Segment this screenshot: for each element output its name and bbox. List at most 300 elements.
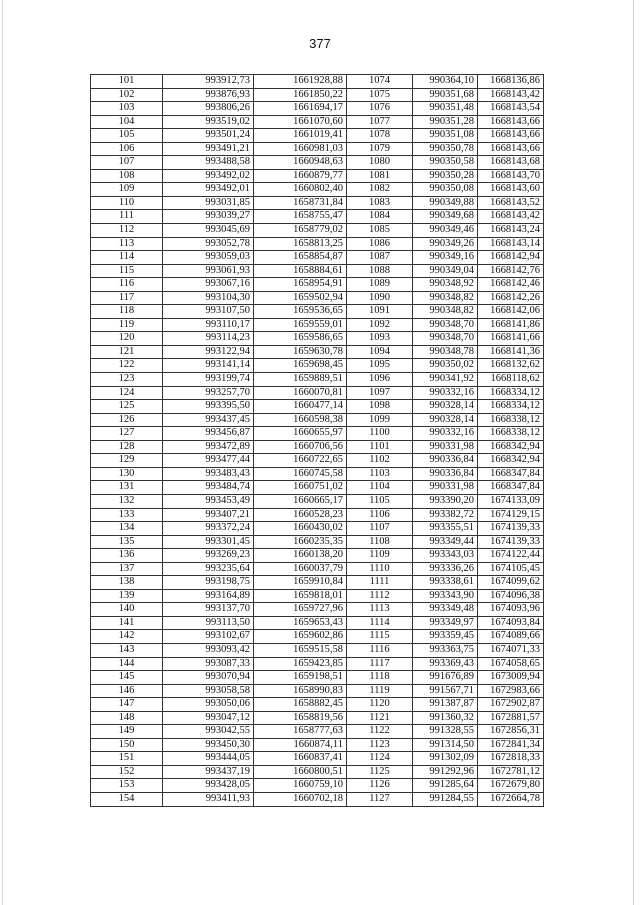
y-coordinate-left-cell: 1660528,23: [254, 508, 347, 522]
point-number-left-cell: 103: [91, 102, 163, 116]
y-coordinate-right-cell: 1674129,15: [478, 508, 544, 522]
y-coordinate-right-cell: 1668142,06: [478, 305, 544, 319]
table-row: [91, 264, 544, 278]
x-coordinate-right-cell: 990332,16: [413, 427, 478, 441]
y-coordinate-left-cell: 1660800,51: [254, 765, 347, 779]
y-coordinate-right-cell: 1668334,12: [478, 400, 544, 414]
x-coordinate-left-cell: 993087,33: [163, 657, 254, 671]
y-coordinate-left-cell: 1659423,85: [254, 657, 347, 671]
point-number-left-cell: 110: [91, 196, 163, 210]
y-coordinate-left-cell: 1658854,87: [254, 251, 347, 265]
point-number-left-cell: 127: [91, 427, 163, 441]
point-number-right-cell: 1075: [347, 88, 413, 102]
table-row: [91, 102, 544, 116]
table-row: [91, 576, 544, 590]
y-coordinate-right-cell: 1668334,12: [478, 386, 544, 400]
x-coordinate-left-cell: 993122,94: [163, 345, 254, 359]
table-row: [91, 251, 544, 265]
x-coordinate-right-cell: 990348,92: [413, 278, 478, 292]
x-coordinate-right-cell: 990336,84: [413, 454, 478, 468]
y-coordinate-left-cell: 1659602,86: [254, 630, 347, 644]
table-row: [91, 88, 544, 102]
x-coordinate-left-cell: 993141,14: [163, 359, 254, 373]
point-number-left-cell: 101: [91, 75, 163, 89]
point-number-left-cell: 105: [91, 129, 163, 143]
y-coordinate-left-cell: 1660981,03: [254, 142, 347, 156]
page-number: 377: [309, 36, 331, 51]
x-coordinate-left-cell: 993039,27: [163, 210, 254, 224]
point-number-left-cell: 132: [91, 494, 163, 508]
x-coordinate-left-cell: 993102,67: [163, 630, 254, 644]
x-coordinate-right-cell: 990331,98: [413, 440, 478, 454]
y-coordinate-left-cell: 1659536,65: [254, 305, 347, 319]
point-number-left-cell: 106: [91, 142, 163, 156]
y-coordinate-left-cell: 1660430,02: [254, 522, 347, 536]
y-coordinate-right-cell: 1672902,87: [478, 698, 544, 712]
point-number-left-cell: 104: [91, 115, 163, 129]
x-coordinate-right-cell: 990328,14: [413, 413, 478, 427]
x-coordinate-right-cell: 990348,70: [413, 332, 478, 346]
x-coordinate-right-cell: 990351,08: [413, 129, 478, 143]
table-row: [91, 156, 544, 170]
point-number-right-cell: 1118: [347, 671, 413, 685]
y-coordinate-left-cell: 1658777,63: [254, 725, 347, 739]
x-coordinate-right-cell: 990349,88: [413, 196, 478, 210]
y-coordinate-left-cell: 1659198,51: [254, 671, 347, 685]
table-row: [91, 792, 544, 806]
y-coordinate-right-cell: 1668143,42: [478, 88, 544, 102]
table-row: [91, 373, 544, 387]
point-number-left-cell: 151: [91, 752, 163, 766]
point-number-right-cell: 1076: [347, 102, 413, 116]
point-number-left-cell: 123: [91, 373, 163, 387]
table-row: [91, 169, 544, 183]
x-coordinate-right-cell: 990349,46: [413, 224, 478, 238]
table-row: [91, 400, 544, 414]
point-number-right-cell: 1088: [347, 264, 413, 278]
x-coordinate-left-cell: 993450,30: [163, 738, 254, 752]
y-coordinate-left-cell: 1660874,11: [254, 738, 347, 752]
y-coordinate-left-cell: 1660879,77: [254, 169, 347, 183]
y-coordinate-right-cell: 1668143,24: [478, 224, 544, 238]
point-number-right-cell: 1106: [347, 508, 413, 522]
y-coordinate-right-cell: 1674139,33: [478, 535, 544, 549]
y-coordinate-left-cell: 1660702,18: [254, 792, 347, 806]
x-coordinate-right-cell: 990350,58: [413, 156, 478, 170]
point-number-right-cell: 1094: [347, 345, 413, 359]
y-coordinate-right-cell: 1672679,80: [478, 779, 544, 793]
point-number-right-cell: 1074: [347, 75, 413, 89]
x-coordinate-right-cell: 993343,03: [413, 549, 478, 563]
y-coordinate-right-cell: 1668143,66: [478, 142, 544, 156]
y-coordinate-left-cell: 1661070,60: [254, 115, 347, 129]
y-coordinate-right-cell: 1673009,94: [478, 671, 544, 685]
x-coordinate-right-cell: 993343,90: [413, 589, 478, 603]
x-coordinate-left-cell: 993052,78: [163, 237, 254, 251]
y-coordinate-right-cell: 1672881,57: [478, 711, 544, 725]
x-coordinate-right-cell: 991360,32: [413, 711, 478, 725]
x-coordinate-left-cell: 993484,74: [163, 481, 254, 495]
table-row: [91, 765, 544, 779]
x-coordinate-left-cell: 993061,93: [163, 264, 254, 278]
y-coordinate-left-cell: 1658819,56: [254, 711, 347, 725]
table-row: [91, 427, 544, 441]
point-number-right-cell: 1085: [347, 224, 413, 238]
y-coordinate-right-cell: 1672856,31: [478, 725, 544, 739]
y-coordinate-left-cell: 1659502,94: [254, 291, 347, 305]
point-number-right-cell: 1101: [347, 440, 413, 454]
point-number-right-cell: 1120: [347, 698, 413, 712]
point-number-right-cell: 1111: [347, 576, 413, 590]
y-coordinate-right-cell: 1674139,33: [478, 522, 544, 536]
y-coordinate-left-cell: 1660745,58: [254, 467, 347, 481]
x-coordinate-left-cell: 993477,44: [163, 454, 254, 468]
x-coordinate-right-cell: 991284,55: [413, 792, 478, 806]
point-number-right-cell: 1126: [347, 779, 413, 793]
table-row: [91, 508, 544, 522]
y-coordinate-right-cell: 1674133,09: [478, 494, 544, 508]
point-number-left-cell: 140: [91, 603, 163, 617]
y-coordinate-right-cell: 1672841,34: [478, 738, 544, 752]
x-coordinate-left-cell: 993137,70: [163, 603, 254, 617]
y-coordinate-left-cell: 1660655,97: [254, 427, 347, 441]
table-row: [91, 589, 544, 603]
x-coordinate-left-cell: 993045,69: [163, 224, 254, 238]
point-number-left-cell: 154: [91, 792, 163, 806]
y-coordinate-right-cell: 1672781,12: [478, 765, 544, 779]
y-coordinate-right-cell: 1668143,54: [478, 102, 544, 116]
x-coordinate-right-cell: 990349,26: [413, 237, 478, 251]
x-coordinate-right-cell: 993336,26: [413, 562, 478, 576]
point-number-right-cell: 1119: [347, 684, 413, 698]
y-coordinate-right-cell: 1668342,94: [478, 440, 544, 454]
point-number-right-cell: 1077: [347, 115, 413, 129]
y-coordinate-left-cell: 1660037,79: [254, 562, 347, 576]
x-coordinate-right-cell: 991387,87: [413, 698, 478, 712]
x-coordinate-left-cell: 993269,23: [163, 549, 254, 563]
y-coordinate-left-cell: 1660665,17: [254, 494, 347, 508]
x-coordinate-left-cell: 993104,30: [163, 291, 254, 305]
y-coordinate-right-cell: 1668141,36: [478, 345, 544, 359]
x-coordinate-left-cell: 993107,50: [163, 305, 254, 319]
x-coordinate-right-cell: 993338,61: [413, 576, 478, 590]
table-row: [91, 671, 544, 685]
x-coordinate-left-cell: 993501,24: [163, 129, 254, 143]
x-coordinate-left-cell: 993491,21: [163, 142, 254, 156]
point-number-right-cell: 1087: [347, 251, 413, 265]
x-coordinate-right-cell: 991285,64: [413, 779, 478, 793]
x-coordinate-left-cell: 993050,06: [163, 698, 254, 712]
x-coordinate-left-cell: 993876,93: [163, 88, 254, 102]
y-coordinate-right-cell: 1668143,68: [478, 156, 544, 170]
y-coordinate-left-cell: 1660070,81: [254, 386, 347, 400]
point-number-left-cell: 150: [91, 738, 163, 752]
point-number-right-cell: 1082: [347, 183, 413, 197]
point-number-left-cell: 135: [91, 535, 163, 549]
table-row: [91, 224, 544, 238]
point-number-left-cell: 126: [91, 413, 163, 427]
y-coordinate-left-cell: 1661928,88: [254, 75, 347, 89]
y-coordinate-left-cell: 1660235,35: [254, 535, 347, 549]
y-coordinate-right-cell: 1668347,84: [478, 467, 544, 481]
table-row: [91, 549, 544, 563]
x-coordinate-left-cell: 993411,93: [163, 792, 254, 806]
x-coordinate-left-cell: 993519,02: [163, 115, 254, 129]
x-coordinate-right-cell: 990350,28: [413, 169, 478, 183]
point-number-left-cell: 121: [91, 345, 163, 359]
x-coordinate-right-cell: 990341,92: [413, 373, 478, 387]
x-coordinate-right-cell: 990328,14: [413, 400, 478, 414]
point-number-left-cell: 109: [91, 183, 163, 197]
point-number-right-cell: 1086: [347, 237, 413, 251]
x-coordinate-right-cell: 993355,51: [413, 522, 478, 536]
point-number-left-cell: 102: [91, 88, 163, 102]
y-coordinate-right-cell: 1672664,78: [478, 792, 544, 806]
x-coordinate-right-cell: 990350,08: [413, 183, 478, 197]
point-number-left-cell: 133: [91, 508, 163, 522]
x-coordinate-left-cell: 993483,43: [163, 467, 254, 481]
y-coordinate-left-cell: 1658731,84: [254, 196, 347, 210]
x-coordinate-right-cell: 990350,78: [413, 142, 478, 156]
page-edge-right: [633, 0, 634, 905]
point-number-right-cell: 1105: [347, 494, 413, 508]
table-row: [91, 345, 544, 359]
y-coordinate-right-cell: 1668338,12: [478, 413, 544, 427]
table-row: [91, 454, 544, 468]
x-coordinate-left-cell: 993047,12: [163, 711, 254, 725]
point-number-left-cell: 117: [91, 291, 163, 305]
table-row: [91, 115, 544, 129]
table-row: [91, 738, 544, 752]
table-row: [91, 237, 544, 251]
y-coordinate-left-cell: 1660477,14: [254, 400, 347, 414]
point-number-right-cell: 1102: [347, 454, 413, 468]
x-coordinate-right-cell: 993349,97: [413, 616, 478, 630]
x-coordinate-right-cell: 990336,84: [413, 467, 478, 481]
y-coordinate-left-cell: 1660722,65: [254, 454, 347, 468]
y-coordinate-right-cell: 1668142,46: [478, 278, 544, 292]
x-coordinate-left-cell: 993067,16: [163, 278, 254, 292]
x-coordinate-left-cell: 993257,70: [163, 386, 254, 400]
point-number-left-cell: 116: [91, 278, 163, 292]
x-coordinate-left-cell: 993444,05: [163, 752, 254, 766]
table-row: [91, 711, 544, 725]
table-row: [91, 332, 544, 346]
y-coordinate-right-cell: 1668143,42: [478, 210, 544, 224]
point-number-right-cell: 1092: [347, 318, 413, 332]
x-coordinate-right-cell: 993390,20: [413, 494, 478, 508]
x-coordinate-left-cell: 993301,45: [163, 535, 254, 549]
point-number-right-cell: 1125: [347, 765, 413, 779]
point-number-left-cell: 130: [91, 467, 163, 481]
point-number-right-cell: 1107: [347, 522, 413, 536]
x-coordinate-left-cell: 993059,03: [163, 251, 254, 265]
y-coordinate-left-cell: 1659559,01: [254, 318, 347, 332]
x-coordinate-left-cell: 993453,49: [163, 494, 254, 508]
x-coordinate-right-cell: 990351,28: [413, 115, 478, 129]
point-number-right-cell: 1103: [347, 467, 413, 481]
y-coordinate-right-cell: 1668141,66: [478, 332, 544, 346]
x-coordinate-right-cell: 990349,68: [413, 210, 478, 224]
point-number-left-cell: 134: [91, 522, 163, 536]
point-number-right-cell: 1089: [347, 278, 413, 292]
table-row: [91, 630, 544, 644]
point-number-left-cell: 153: [91, 779, 163, 793]
y-coordinate-left-cell: 1659727,96: [254, 603, 347, 617]
point-number-left-cell: 143: [91, 643, 163, 657]
point-number-left-cell: 136: [91, 549, 163, 563]
y-coordinate-left-cell: 1660759,10: [254, 779, 347, 793]
page-edge-left: [2, 0, 3, 905]
point-number-left-cell: 119: [91, 318, 163, 332]
point-number-right-cell: 1081: [347, 169, 413, 183]
x-coordinate-left-cell: 993428,05: [163, 779, 254, 793]
x-coordinate-right-cell: 990364,10: [413, 75, 478, 89]
point-number-left-cell: 147: [91, 698, 163, 712]
x-coordinate-right-cell: 991328,55: [413, 725, 478, 739]
point-number-left-cell: 152: [91, 765, 163, 779]
point-number-right-cell: 1127: [347, 792, 413, 806]
x-coordinate-left-cell: 993031,85: [163, 196, 254, 210]
table-row: [91, 643, 544, 657]
y-coordinate-right-cell: 1668143,66: [478, 115, 544, 129]
x-coordinate-right-cell: 991292,96: [413, 765, 478, 779]
point-number-right-cell: 1093: [347, 332, 413, 346]
y-coordinate-right-cell: 1672818,33: [478, 752, 544, 766]
table-row: [91, 359, 544, 373]
table-row: [91, 305, 544, 319]
point-number-left-cell: 148: [91, 711, 163, 725]
x-coordinate-left-cell: 993235,64: [163, 562, 254, 576]
table-row: [91, 535, 544, 549]
x-coordinate-right-cell: 990349,04: [413, 264, 478, 278]
y-coordinate-left-cell: 1660802,40: [254, 183, 347, 197]
x-coordinate-right-cell: 990351,48: [413, 102, 478, 116]
point-number-right-cell: 1083: [347, 196, 413, 210]
y-coordinate-right-cell: 1674071,33: [478, 643, 544, 657]
point-number-right-cell: 1079: [347, 142, 413, 156]
x-coordinate-left-cell: 993456,87: [163, 427, 254, 441]
x-coordinate-left-cell: 993114,23: [163, 332, 254, 346]
y-coordinate-right-cell: 1674093,84: [478, 616, 544, 630]
y-coordinate-left-cell: 1659586,65: [254, 332, 347, 346]
point-number-left-cell: 124: [91, 386, 163, 400]
table-row: [91, 779, 544, 793]
x-coordinate-left-cell: 993407,21: [163, 508, 254, 522]
y-coordinate-left-cell: 1658813,25: [254, 237, 347, 251]
point-number-right-cell: 1117: [347, 657, 413, 671]
x-coordinate-right-cell: 990332,16: [413, 386, 478, 400]
y-coordinate-left-cell: 1660837,41: [254, 752, 347, 766]
point-number-right-cell: 1097: [347, 386, 413, 400]
y-coordinate-left-cell: 1658884,61: [254, 264, 347, 278]
y-coordinate-right-cell: 1672983,66: [478, 684, 544, 698]
x-coordinate-left-cell: 993042,55: [163, 725, 254, 739]
table-row: [91, 210, 544, 224]
point-number-left-cell: 137: [91, 562, 163, 576]
point-number-left-cell: 129: [91, 454, 163, 468]
x-coordinate-right-cell: 991676,89: [413, 671, 478, 685]
point-number-right-cell: 1095: [347, 359, 413, 373]
y-coordinate-right-cell: 1668143,66: [478, 129, 544, 143]
table-row: [91, 318, 544, 332]
x-coordinate-right-cell: 990350,02: [413, 359, 478, 373]
x-coordinate-right-cell: 991567,71: [413, 684, 478, 698]
table-row: [91, 183, 544, 197]
table-row: [91, 440, 544, 454]
y-coordinate-left-cell: 1661850,22: [254, 88, 347, 102]
coordinates-table: [90, 74, 544, 807]
y-coordinate-left-cell: 1658954,91: [254, 278, 347, 292]
point-number-left-cell: 146: [91, 684, 163, 698]
x-coordinate-right-cell: 990349,16: [413, 251, 478, 265]
table-row: [91, 75, 544, 89]
y-coordinate-right-cell: 1674105,45: [478, 562, 544, 576]
x-coordinate-left-cell: 993199,74: [163, 373, 254, 387]
x-coordinate-left-cell: 993488,58: [163, 156, 254, 170]
y-coordinate-right-cell: 1674089,66: [478, 630, 544, 644]
y-coordinate-right-cell: 1668142,94: [478, 251, 544, 265]
x-coordinate-right-cell: 993349,44: [413, 535, 478, 549]
point-number-left-cell: 149: [91, 725, 163, 739]
table-row: [91, 494, 544, 508]
x-coordinate-right-cell: 993359,45: [413, 630, 478, 644]
y-coordinate-left-cell: 1660751,02: [254, 481, 347, 495]
y-coordinate-right-cell: 1668142,76: [478, 264, 544, 278]
y-coordinate-right-cell: 1668136,86: [478, 75, 544, 89]
point-number-left-cell: 114: [91, 251, 163, 265]
table-row: [91, 196, 544, 210]
x-coordinate-left-cell: 993806,26: [163, 102, 254, 116]
point-number-left-cell: 118: [91, 305, 163, 319]
x-coordinate-left-cell: 993437,45: [163, 413, 254, 427]
point-number-left-cell: 107: [91, 156, 163, 170]
point-number-right-cell: 1109: [347, 549, 413, 563]
y-coordinate-right-cell: 1668143,14: [478, 237, 544, 251]
y-coordinate-right-cell: 1674099,62: [478, 576, 544, 590]
point-number-right-cell: 1100: [347, 427, 413, 441]
point-number-right-cell: 1096: [347, 373, 413, 387]
point-number-right-cell: 1098: [347, 400, 413, 414]
table-row: [91, 142, 544, 156]
point-number-right-cell: 1110: [347, 562, 413, 576]
y-coordinate-left-cell: 1661694,17: [254, 102, 347, 116]
y-coordinate-left-cell: 1660138,20: [254, 549, 347, 563]
y-coordinate-right-cell: 1668347,84: [478, 481, 544, 495]
point-number-right-cell: 1123: [347, 738, 413, 752]
point-number-left-cell: 111: [91, 210, 163, 224]
table-row: [91, 616, 544, 630]
x-coordinate-left-cell: 993113,50: [163, 616, 254, 630]
y-coordinate-left-cell: 1659515,58: [254, 643, 347, 657]
point-number-right-cell: 1084: [347, 210, 413, 224]
point-number-left-cell: 139: [91, 589, 163, 603]
y-coordinate-left-cell: 1658990,83: [254, 684, 347, 698]
table-row: [91, 386, 544, 400]
x-coordinate-right-cell: 990348,82: [413, 291, 478, 305]
y-coordinate-right-cell: 1668141,86: [478, 318, 544, 332]
x-coordinate-left-cell: 993070,94: [163, 671, 254, 685]
y-coordinate-left-cell: 1659910,84: [254, 576, 347, 590]
x-coordinate-left-cell: 993093,42: [163, 643, 254, 657]
table-row: [91, 752, 544, 766]
point-number-left-cell: 138: [91, 576, 163, 590]
point-number-right-cell: 1112: [347, 589, 413, 603]
y-coordinate-right-cell: 1674122,44: [478, 549, 544, 563]
x-coordinate-left-cell: 993164,89: [163, 589, 254, 603]
point-number-left-cell: 141: [91, 616, 163, 630]
y-coordinate-left-cell: 1658882,45: [254, 698, 347, 712]
